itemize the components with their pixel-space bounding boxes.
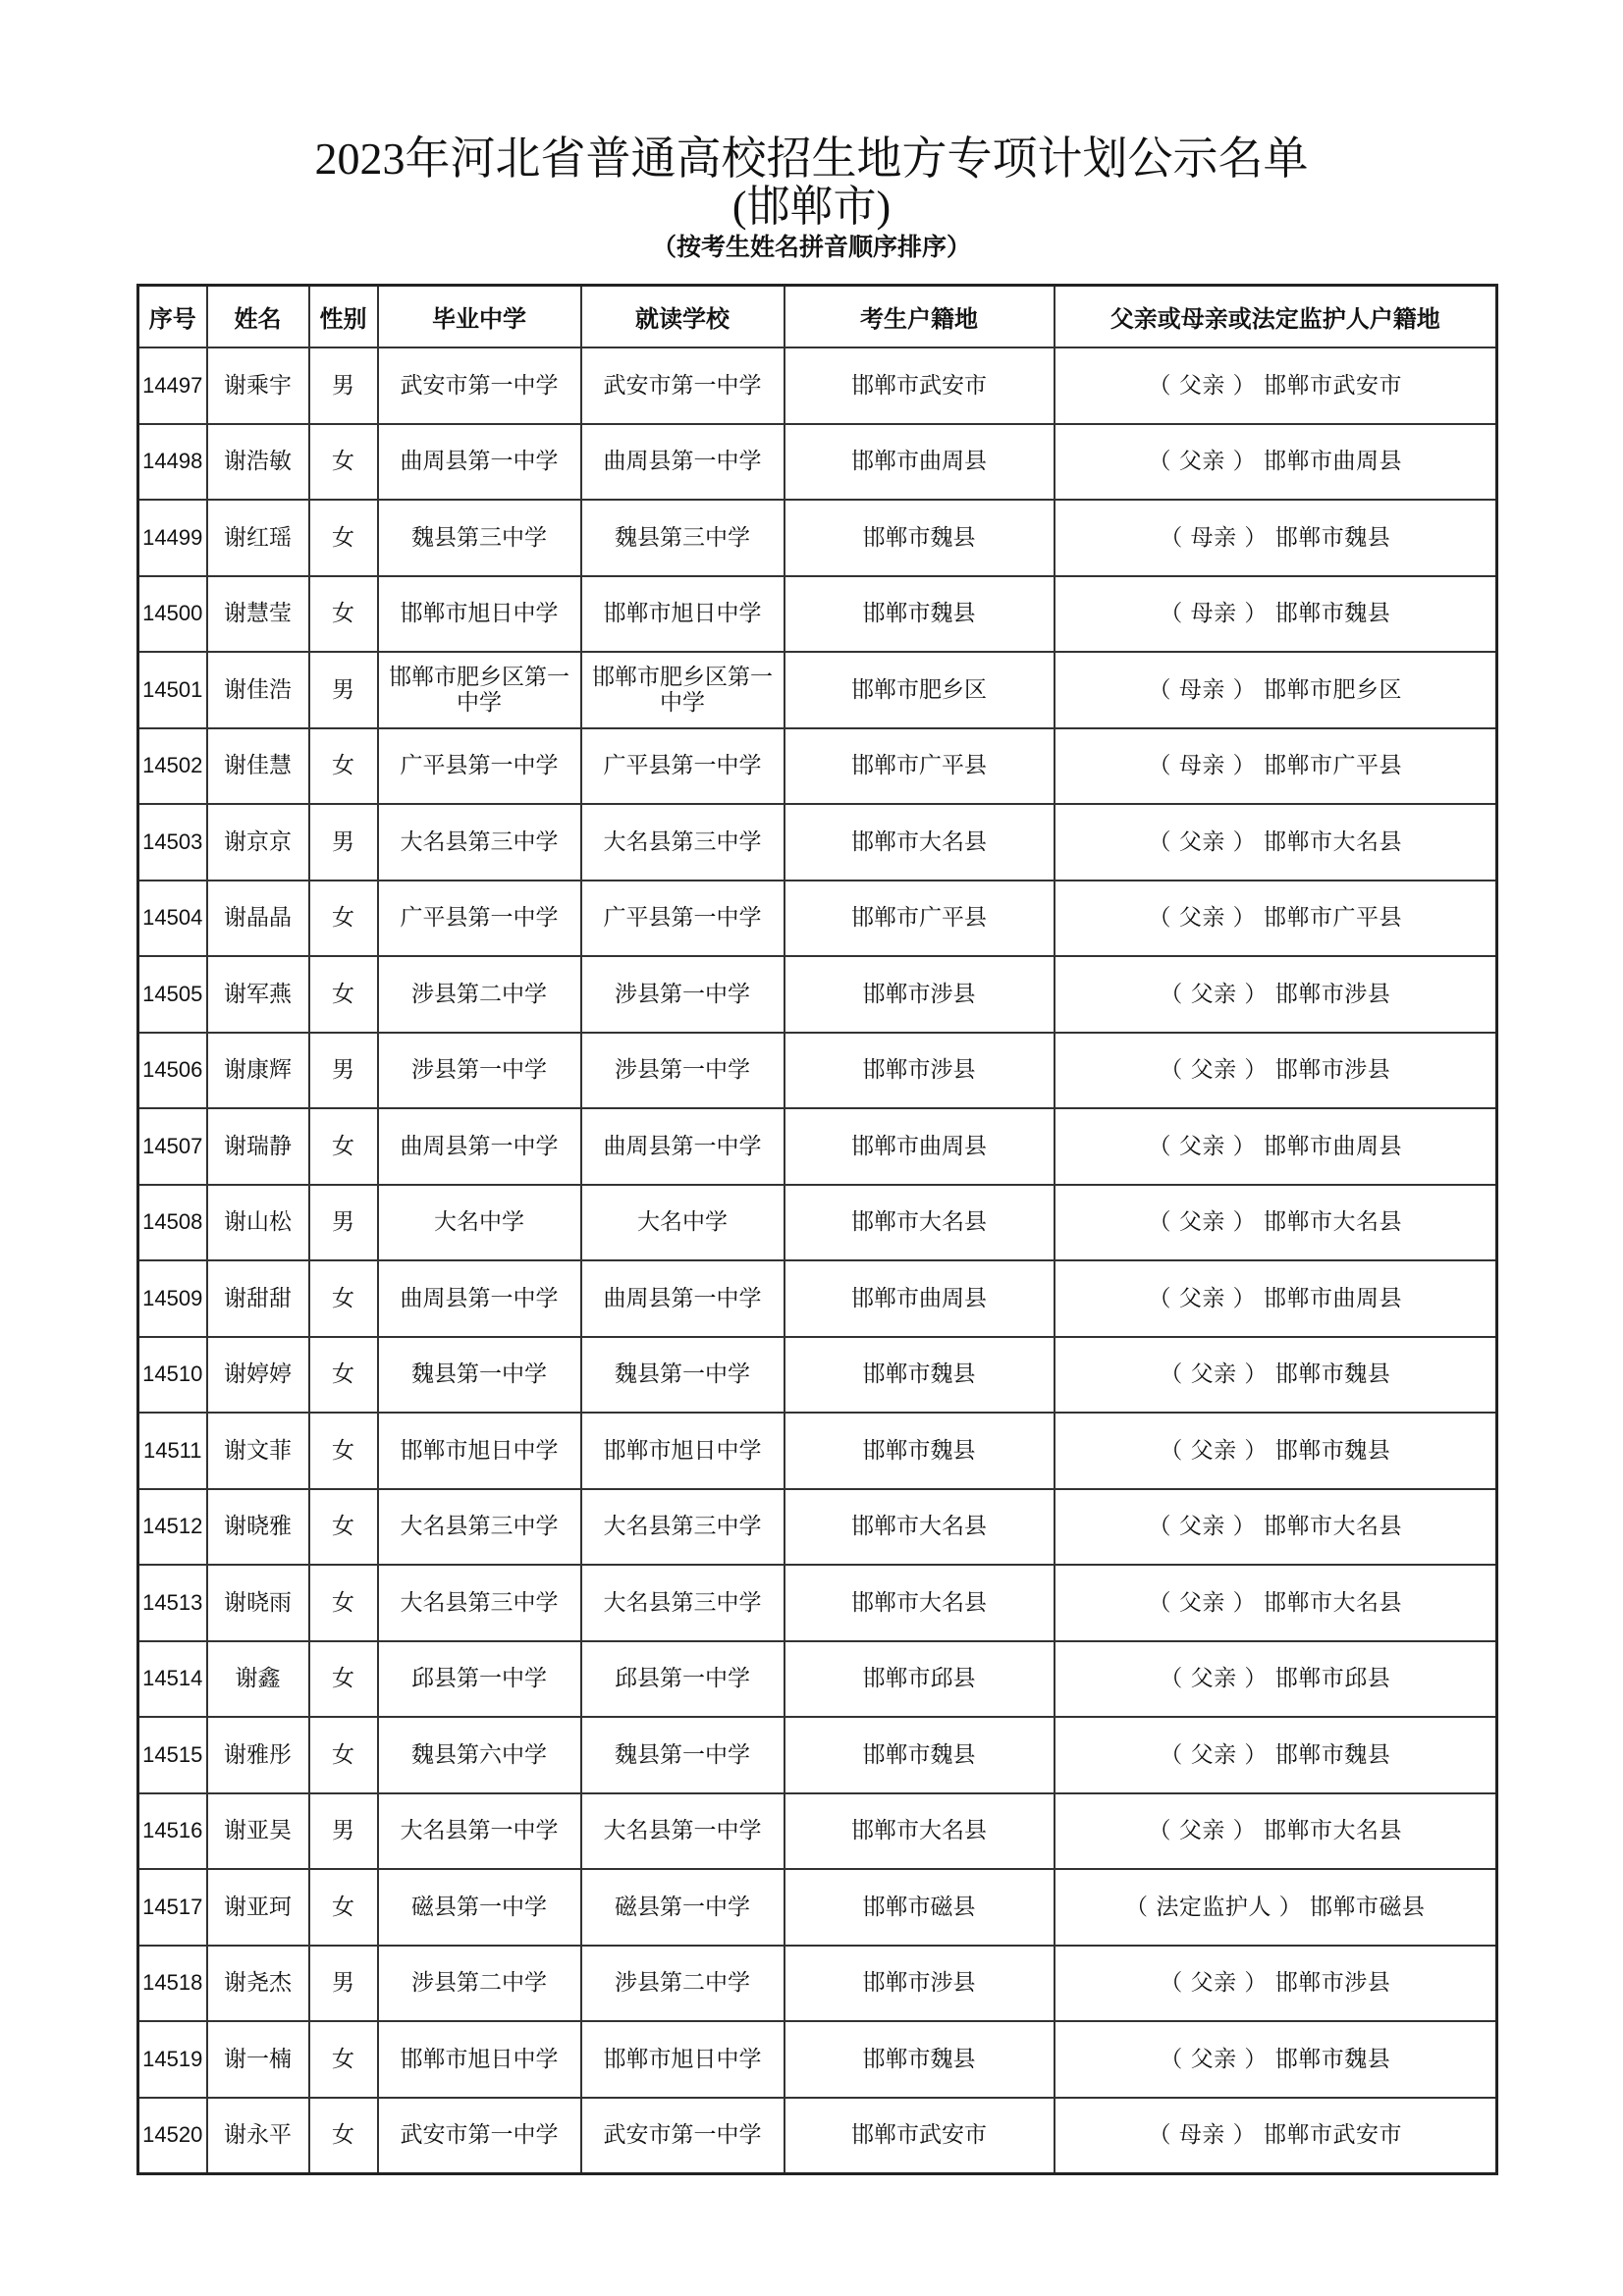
- cell-guardian-hukou: （ 父亲 ） 邯郸市魏县: [1055, 1337, 1497, 1414]
- cell-seq: 14499: [138, 500, 207, 576]
- cell-hukou: 邯郸市魏县: [784, 1717, 1055, 1793]
- page-subtitle: (邯郸市): [731, 183, 892, 231]
- cell-name: 谢山松: [207, 1185, 309, 1261]
- col-header-seq: 序号: [138, 286, 207, 348]
- cell-seq: 14500: [138, 576, 207, 653]
- cell-hukou: 邯郸市曲周县: [784, 424, 1055, 501]
- cell-gender: 男: [309, 1793, 378, 1870]
- table-row: [138, 576, 1497, 653]
- cell-name: 谢雅彤: [207, 1717, 309, 1793]
- cell-current-school: 邯郸市旭日中学: [581, 576, 784, 653]
- cell-hukou: 邯郸市邱县: [784, 1641, 1055, 1718]
- cell-current-school: 魏县第三中学: [581, 500, 784, 576]
- cell-grad-school: 魏县第六中学: [378, 1717, 581, 1793]
- cell-name: 谢浩敏: [207, 424, 309, 501]
- cell-hukou: 邯郸市涉县: [784, 1946, 1055, 2022]
- cell-name: 谢亚昊: [207, 1793, 309, 1870]
- cell-guardian-hukou: （ 父亲 ） 邯郸市魏县: [1055, 1717, 1497, 1793]
- cell-grad-school: 邯郸市旭日中学: [378, 2021, 581, 2098]
- cell-seq: 14517: [138, 1869, 207, 1946]
- cell-gender: 女: [309, 1337, 378, 1414]
- cell-gender: 男: [309, 1946, 378, 2022]
- cell-name: 谢瑞静: [207, 1108, 309, 1185]
- cell-gender: 女: [309, 728, 378, 805]
- cell-seq: 14514: [138, 1641, 207, 1718]
- cell-current-school: 广平县第一中学: [581, 881, 784, 957]
- cell-grad-school: 磁县第一中学: [378, 1869, 581, 1946]
- cell-hukou: 邯郸市磁县: [784, 1869, 1055, 1946]
- cell-hukou: 邯郸市魏县: [784, 1337, 1055, 1414]
- cell-guardian-hukou: （ 父亲 ） 邯郸市曲周县: [1055, 424, 1497, 501]
- cell-name: 谢军燕: [207, 956, 309, 1033]
- col-header-gender: 性别: [309, 286, 378, 348]
- cell-gender: 女: [309, 2021, 378, 2098]
- cell-hukou: 邯郸市大名县: [784, 1793, 1055, 1870]
- cell-grad-school: 广平县第一中学: [378, 881, 581, 957]
- cell-hukou: 邯郸市曲周县: [784, 1108, 1055, 1185]
- cell-current-school: 大名县第三中学: [581, 1565, 784, 1641]
- table-row: [138, 424, 1497, 501]
- cell-current-school: 涉县第一中学: [581, 956, 784, 1033]
- table-row: [138, 956, 1497, 1033]
- cell-seq: 14507: [138, 1108, 207, 1185]
- cell-current-school: 曲周县第一中学: [581, 424, 784, 501]
- cell-name: 谢鑫: [207, 1641, 309, 1718]
- cell-grad-school: 邯郸市旭日中学: [378, 576, 581, 653]
- cell-hukou: 邯郸市大名县: [784, 804, 1055, 881]
- cell-guardian-hukou: （ 父亲 ） 邯郸市大名县: [1055, 1185, 1497, 1261]
- cell-name: 谢婷婷: [207, 1337, 309, 1414]
- cell-guardian-hukou: （ 父亲 ） 邯郸市邱县: [1055, 1641, 1497, 1718]
- cell-hukou: 邯郸市魏县: [784, 2021, 1055, 2098]
- cell-grad-school: 涉县第一中学: [378, 1033, 581, 1109]
- cell-seq: 14502: [138, 728, 207, 805]
- cell-grad-school: 涉县第二中学: [378, 956, 581, 1033]
- cell-seq: 14497: [138, 347, 207, 424]
- cell-gender: 男: [309, 347, 378, 424]
- cell-gender: 女: [309, 881, 378, 957]
- cell-current-school: 魏县第一中学: [581, 1337, 784, 1414]
- cell-seq: 14504: [138, 881, 207, 957]
- cell-name: 谢一楠: [207, 2021, 309, 2098]
- cell-grad-school: 邯郸市旭日中学: [378, 1413, 581, 1489]
- cell-seq: 14516: [138, 1793, 207, 1870]
- cell-gender: 女: [309, 424, 378, 501]
- cell-name: 谢佳慧: [207, 728, 309, 805]
- cell-name: 谢文菲: [207, 1413, 309, 1489]
- table-row: [138, 1413, 1497, 1489]
- cell-grad-school: 涉县第二中学: [378, 1946, 581, 2022]
- table-row: [138, 881, 1497, 957]
- cell-current-school: 大名县第三中学: [581, 804, 784, 881]
- cell-gender: 男: [309, 804, 378, 881]
- cell-current-school: 曲周县第一中学: [581, 1108, 784, 1185]
- table-row: [138, 804, 1497, 881]
- cell-guardian-hukou: （ 母亲 ） 邯郸市魏县: [1055, 576, 1497, 653]
- cell-guardian-hukou: （ 父亲 ） 邯郸市大名县: [1055, 1565, 1497, 1641]
- table-row: [138, 1489, 1497, 1566]
- cell-guardian-hukou: （ 父亲 ） 邯郸市魏县: [1055, 2021, 1497, 2098]
- cell-guardian-hukou: （ 母亲 ） 邯郸市武安市: [1055, 2098, 1497, 2174]
- cell-seq: 14508: [138, 1185, 207, 1261]
- cell-name: 谢晶晶: [207, 881, 309, 957]
- table-body: [138, 347, 1497, 2174]
- cell-guardian-hukou: （ 父亲 ） 邯郸市武安市: [1055, 347, 1497, 424]
- col-header-guardian-hukou: 父亲或母亲或法定监护人户籍地: [1055, 286, 1497, 348]
- cell-current-school: 邱县第一中学: [581, 1641, 784, 1718]
- cell-gender: 女: [309, 1565, 378, 1641]
- cell-guardian-hukou: （ 父亲 ） 邯郸市曲周县: [1055, 1260, 1497, 1337]
- cell-gender: 女: [309, 1869, 378, 1946]
- cell-grad-school: 广平县第一中学: [378, 728, 581, 805]
- table-header-row: [138, 286, 1497, 348]
- sort-note: （按考生姓名拼音顺序排序）: [651, 233, 971, 261]
- roster-table: [136, 284, 1498, 2175]
- cell-gender: 男: [309, 652, 378, 728]
- col-header-current-school: 就读学校: [581, 286, 784, 348]
- cell-guardian-hukou: （ 父亲 ） 邯郸市大名县: [1055, 1793, 1497, 1870]
- cell-name: 谢亚珂: [207, 1869, 309, 1946]
- cell-seq: 14513: [138, 1565, 207, 1641]
- cell-hukou: 邯郸市武安市: [784, 2098, 1055, 2174]
- cell-gender: 女: [309, 576, 378, 653]
- cell-gender: 女: [309, 1489, 378, 1566]
- table-row: [138, 1033, 1497, 1109]
- table-row: [138, 1717, 1497, 1793]
- cell-seq: 14511: [138, 1413, 207, 1489]
- cell-seq: 14519: [138, 2021, 207, 2098]
- cell-guardian-hukou: （ 父亲 ） 邯郸市大名县: [1055, 804, 1497, 881]
- cell-guardian-hukou: （ 父亲 ） 邯郸市涉县: [1055, 1033, 1497, 1109]
- cell-hukou: 邯郸市魏县: [784, 1413, 1055, 1489]
- cell-name: 谢晓雅: [207, 1489, 309, 1566]
- cell-grad-school: 大名县第三中学: [378, 804, 581, 881]
- cell-current-school: 广平县第一中学: [581, 728, 784, 805]
- cell-gender: 女: [309, 1260, 378, 1337]
- cell-hukou: 邯郸市大名县: [784, 1489, 1055, 1566]
- table-row: [138, 500, 1497, 576]
- cell-current-school: 大名县第三中学: [581, 1489, 784, 1566]
- cell-gender: 女: [309, 1413, 378, 1489]
- table-row: [138, 1869, 1497, 1946]
- cell-grad-school: 曲周县第一中学: [378, 1260, 581, 1337]
- table-row: [138, 1337, 1497, 1414]
- cell-hukou: 邯郸市大名县: [784, 1185, 1055, 1261]
- cell-grad-school: 曲周县第一中学: [378, 424, 581, 501]
- cell-guardian-hukou: （ 母亲 ） 邯郸市肥乡区: [1055, 652, 1497, 728]
- cell-gender: 女: [309, 1717, 378, 1793]
- cell-gender: 女: [309, 500, 378, 576]
- cell-hukou: 邯郸市涉县: [784, 1033, 1055, 1109]
- cell-grad-school: 曲周县第一中学: [378, 1108, 581, 1185]
- col-header-name: 姓名: [207, 286, 309, 348]
- cell-gender: 男: [309, 1185, 378, 1261]
- cell-seq: 14506: [138, 1033, 207, 1109]
- cell-hukou: 邯郸市魏县: [784, 500, 1055, 576]
- cell-seq: 14510: [138, 1337, 207, 1414]
- table-row: [138, 2021, 1497, 2098]
- cell-guardian-hukou: （ 父亲 ） 邯郸市曲周县: [1055, 1108, 1497, 1185]
- cell-grad-school: 邯郸市肥乡区第一中学: [378, 652, 581, 728]
- page-title: 2023年河北省普通高校招生地方专项计划公示名单: [314, 133, 1309, 184]
- cell-grad-school: 大名县第一中学: [378, 1793, 581, 1870]
- cell-guardian-hukou: （ 父亲 ） 邯郸市涉县: [1055, 956, 1497, 1033]
- table-row: [138, 1793, 1497, 1870]
- cell-hukou: 邯郸市魏县: [784, 576, 1055, 653]
- cell-name: 谢红瑶: [207, 500, 309, 576]
- cell-seq: 14501: [138, 652, 207, 728]
- cell-hukou: 邯郸市肥乡区: [784, 652, 1055, 728]
- table-row: [138, 1185, 1497, 1261]
- cell-seq: 14505: [138, 956, 207, 1033]
- table-row: [138, 728, 1497, 805]
- cell-name: 谢佳浩: [207, 652, 309, 728]
- cell-seq: 14503: [138, 804, 207, 881]
- cell-current-school: 涉县第二中学: [581, 1946, 784, 2022]
- cell-guardian-hukou: （ 母亲 ） 邯郸市广平县: [1055, 728, 1497, 805]
- cell-seq: 14518: [138, 1946, 207, 2022]
- table-row: [138, 1946, 1497, 2022]
- cell-seq: 14520: [138, 2098, 207, 2174]
- table-row: [138, 347, 1497, 424]
- cell-current-school: 邯郸市旭日中学: [581, 1413, 784, 1489]
- cell-seq: 14512: [138, 1489, 207, 1566]
- cell-gender: 女: [309, 1641, 378, 1718]
- cell-name: 谢慧莹: [207, 576, 309, 653]
- cell-current-school: 磁县第一中学: [581, 1869, 784, 1946]
- cell-grad-school: 大名县第三中学: [378, 1565, 581, 1641]
- cell-current-school: 大名中学: [581, 1185, 784, 1261]
- cell-current-school: 邯郸市肥乡区第一中学: [581, 652, 784, 728]
- cell-guardian-hukou: （ 父亲 ） 邯郸市涉县: [1055, 1946, 1497, 2022]
- cell-guardian-hukou: （ 法定监护人 ） 邯郸市磁县: [1055, 1869, 1497, 1946]
- table-row: [138, 1108, 1497, 1185]
- cell-current-school: 曲周县第一中学: [581, 1260, 784, 1337]
- cell-guardian-hukou: （ 父亲 ） 邯郸市广平县: [1055, 881, 1497, 957]
- cell-grad-school: 大名中学: [378, 1185, 581, 1261]
- cell-current-school: 魏县第一中学: [581, 1717, 784, 1793]
- table-row: [138, 1641, 1497, 1718]
- cell-name: 谢乘宇: [207, 347, 309, 424]
- cell-name: 谢康辉: [207, 1033, 309, 1109]
- cell-gender: 女: [309, 2098, 378, 2174]
- cell-name: 谢尧杰: [207, 1946, 309, 2022]
- table-row: [138, 652, 1497, 728]
- cell-current-school: 武安市第一中学: [581, 2098, 784, 2174]
- cell-current-school: 大名县第一中学: [581, 1793, 784, 1870]
- cell-grad-school: 武安市第一中学: [378, 2098, 581, 2174]
- cell-hukou: 邯郸市广平县: [784, 881, 1055, 957]
- cell-gender: 女: [309, 1108, 378, 1185]
- cell-name: 谢永平: [207, 2098, 309, 2174]
- cell-guardian-hukou: （ 父亲 ） 邯郸市魏县: [1055, 1413, 1497, 1489]
- cell-hukou: 邯郸市大名县: [784, 1565, 1055, 1641]
- cell-current-school: 邯郸市旭日中学: [581, 2021, 784, 2098]
- cell-guardian-hukou: （ 父亲 ） 邯郸市大名县: [1055, 1489, 1497, 1566]
- cell-name: 谢甜甜: [207, 1260, 309, 1337]
- cell-hukou: 邯郸市武安市: [784, 347, 1055, 424]
- cell-grad-school: 魏县第三中学: [378, 500, 581, 576]
- cell-gender: 女: [309, 956, 378, 1033]
- cell-hukou: 邯郸市广平县: [784, 728, 1055, 805]
- cell-current-school: 武安市第一中学: [581, 347, 784, 424]
- cell-grad-school: 魏县第一中学: [378, 1337, 581, 1414]
- cell-seq: 14515: [138, 1717, 207, 1793]
- cell-hukou: 邯郸市曲周县: [784, 1260, 1055, 1337]
- cell-seq: 14509: [138, 1260, 207, 1337]
- table-row: [138, 1260, 1497, 1337]
- table-row: [138, 1565, 1497, 1641]
- cell-grad-school: 武安市第一中学: [378, 347, 581, 424]
- table-row: [138, 2098, 1497, 2174]
- col-header-hukou: 考生户籍地: [784, 286, 1055, 348]
- col-header-grad-school: 毕业中学: [378, 286, 581, 348]
- cell-hukou: 邯郸市涉县: [784, 956, 1055, 1033]
- cell-grad-school: 邱县第一中学: [378, 1641, 581, 1718]
- cell-gender: 男: [309, 1033, 378, 1109]
- cell-name: 谢京京: [207, 804, 309, 881]
- cell-seq: 14498: [138, 424, 207, 501]
- cell-grad-school: 大名县第三中学: [378, 1489, 581, 1566]
- cell-name: 谢晓雨: [207, 1565, 309, 1641]
- cell-current-school: 涉县第一中学: [581, 1033, 784, 1109]
- cell-guardian-hukou: （ 母亲 ） 邯郸市魏县: [1055, 500, 1497, 576]
